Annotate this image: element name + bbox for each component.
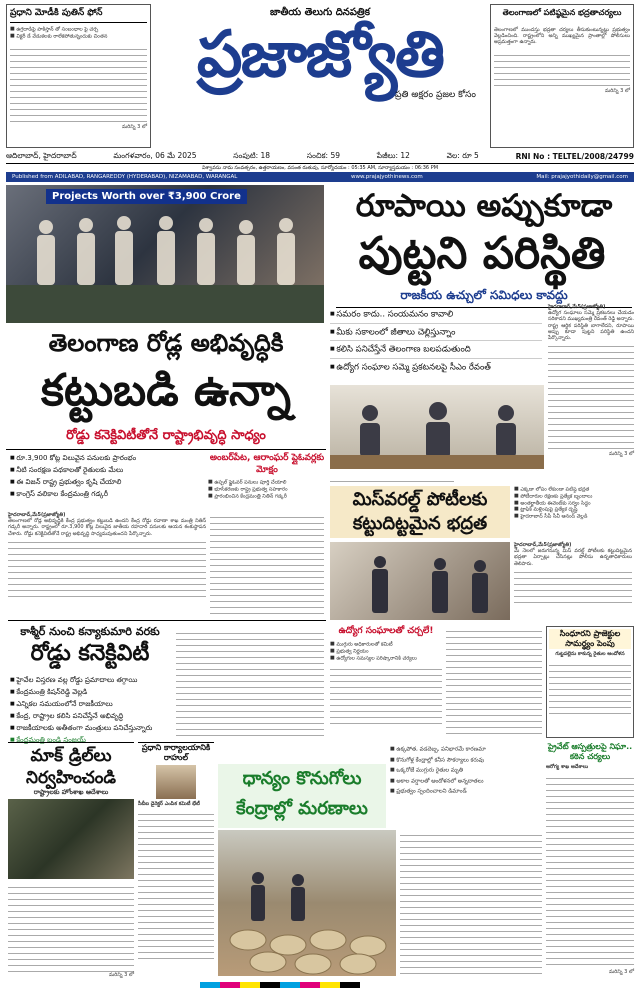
lead-headline-1: తెలంగాణ రోడ్ల అభివృద్ధికి bbox=[48, 329, 284, 357]
kashmir-headline-2: రోడ్డు కనెక్టివిటీ bbox=[30, 641, 150, 666]
lead-body bbox=[8, 512, 206, 616]
rupee-byline: హైదరాబాద్,మే5(ప్రజాజ్యోతి) bbox=[548, 304, 606, 310]
job-union-bullet: ■ ముగ్గురు అధికారులతో కమిటీ bbox=[330, 641, 442, 648]
left-ear-body bbox=[10, 44, 147, 124]
police-silhouettes bbox=[330, 542, 510, 620]
rupee-body: ఉద్యోగ సంఘాలు సమ్మె ప్రకటనలు చేయడం సరికాదని ముఖ్యమంత్రి రేవంత్ రెడ్డి అన్నారు. రాష్ట్ర ఆర్థిక పరిస్థితి బాగాలేదని, రూపాయి అప్పు కూడా పుట్టని పరిస్థితి ఉందని పేర్కొన్నారు. bbox=[548, 310, 634, 342]
lead-side bbox=[208, 452, 326, 499]
rupee-bullet: ■ సమరం కాదు.. సంయమనం కావాలి bbox=[330, 306, 542, 324]
signature: మరిన్ని 3 లో bbox=[122, 123, 147, 130]
private-subhead: ఆరోగ్య శాఖ ఆదేశాలు bbox=[546, 764, 589, 770]
lead-bullets bbox=[10, 452, 206, 500]
tagline-bottom: ప్రతి అక్షరం ప్రజల కోసం bbox=[394, 90, 476, 100]
signature: మరిన్ని 3 లో bbox=[609, 969, 634, 976]
issue: సంచిక: 59 bbox=[306, 150, 340, 160]
grain-body bbox=[400, 830, 542, 976]
lead-side-bullet: ■ భూసేకరణకు రాష్ట్ర ప్రభుత్వ సహకారం bbox=[208, 486, 326, 493]
rahul-headline: ప్రధాని కార్యాలయానికి రాహుల్ bbox=[141, 743, 211, 762]
left-ear-header: ప్రధాని మోడీకి పుతిన్ ఫోన్ bbox=[10, 8, 147, 23]
private-headline: ప్రైవేట్ ఆస్పత్రులపై నిఘా.. కఠిన చర్యలు bbox=[547, 742, 633, 761]
rupee-bullet: ■ ఉద్యోగ సంఘాల సమ్మె ప్రకటనలపై సీఎం రేవంత్ bbox=[330, 359, 542, 376]
kashmir-body bbox=[176, 628, 324, 736]
lead-body-text: తెలంగాణలో రోడ్ల అభివృద్ధికి కేంద్ర ప్రభుత్వం కట్టుబడి ఉందని కేంద్ర రోడ్డు రవాణా శాఖ మంత్రి నితిన్ గడ్కరీ అన్నారు. రాష్ట్రంలో రూ.3,900 కోట్ల విలువైన జాతీయ రహదారి పనులకు ఆయన శంకుస్థాపన చేశారు. రోడ్డు కనెక్టివిటీతోనే రాష్ట్ర అభివృద్ధి సాధ్యమవుతుందని పేర్కొన్నారు. bbox=[8, 518, 206, 537]
lead-subhead: రోడ్డు కనెక్టివిటీతోనే రాష్ట్రాభివృద్ధి సాధ్యం bbox=[6, 428, 326, 450]
miss-world-headline-1: మిస్‌వరల్డ్ పోటీలకు bbox=[352, 489, 488, 510]
rupee-headline-1: రూపాయి అప్పుకూడా bbox=[355, 188, 613, 224]
lead-bullet: ■ రూ.3,900 కోట్ల విలువైన పనులకు ప్రారంభం bbox=[10, 452, 206, 464]
job-union-bullet: ■ ప్రభుత్వ నిర్ణయం bbox=[330, 648, 442, 655]
volume: సంపుటి: 18 bbox=[233, 150, 271, 160]
kashmir-bullet: ■ కేంద్ర, రాష్ట్రాల కలిసి పనిచేస్తేనే అభివృద్ధి bbox=[10, 710, 170, 722]
publish-bar bbox=[6, 172, 634, 182]
lead-body-col2 bbox=[210, 512, 324, 616]
dateline bbox=[6, 150, 634, 162]
cm-meeting-photo bbox=[330, 385, 544, 469]
kashmir-bullet: ■ కేంద్రమంత్రి కిషన్‌రెడ్డి వెల్లడి bbox=[10, 686, 170, 698]
kashmir-bullets bbox=[10, 674, 170, 746]
rupee-bullet: ■ మీకు సకాలంలో జీతాలు చెల్లిస్తున్నాం bbox=[330, 324, 542, 342]
lead-bullet: ■ నీటి సంరక్షణ పథకాలతో రైతులకు మేలు bbox=[10, 464, 206, 476]
kashmir-bullet: ■ హైవేల విస్తరణ వల్ల రోడ్డు ప్రమాదాలు తగ్గాయి bbox=[10, 674, 170, 686]
mock-drill-photo bbox=[8, 799, 134, 879]
miss-world-bullet: ■ అంతర్జాతీయ ఈవెంట్‌కు సర్వం సిద్ధం bbox=[514, 500, 632, 507]
grain-photo bbox=[218, 830, 396, 976]
left-ear-item: ■ ఉగ్రదాడిపై పాకిస్తాన్ తో సంబంధాల పై చర్చ bbox=[10, 26, 147, 33]
mock-drill-subhead: రాష్ట్రాలకు హోంశాఖ ఆదేశాలు bbox=[33, 788, 109, 796]
kashmir-bullet: ■ ఎన్నికల సమయంలోనే రాజకీయాలు bbox=[10, 698, 170, 710]
lead-bullet: ■ ఈ విజన్ రాష్ట్ర ప్రభుత్వం కృషి చేయాలి bbox=[10, 476, 206, 488]
lead-photo bbox=[6, 185, 324, 323]
job-union-box bbox=[330, 626, 442, 738]
rahul-photo bbox=[156, 765, 196, 799]
grain-bullets bbox=[390, 744, 542, 828]
grain-headline-1: ధాన్యం కొనుగోలు bbox=[242, 768, 362, 789]
lead-byline: హైదరాబాద్,మే5(ప్రజాజ్యోతి) bbox=[8, 512, 66, 518]
email[interactable]: Mail: prajajyothidaily@gmail.com bbox=[536, 174, 628, 180]
miss-world-bullet: ■ పోటీదారుల రక్షణకు ప్రత్యేక బృందాలు bbox=[514, 493, 632, 500]
pages: పేజీలు: 12 bbox=[376, 150, 410, 160]
right-ear bbox=[490, 4, 634, 148]
miss-world-bullet: ■ ట్రాఫిక్ మళ్లింపుపై ప్రత్యేక దృష్టి bbox=[514, 506, 632, 513]
job-union-bullet: ■ ఉద్యోగుల సమస్యల పరిష్కారానికి చర్యలు bbox=[330, 655, 442, 662]
color-registration-bar bbox=[200, 982, 360, 988]
date: మంగళవారం, 06 మే 2025 bbox=[113, 150, 197, 160]
rupee-subhead: రాజకీయ ఉచ్చులో సమిధలు కావద్దు bbox=[336, 288, 632, 308]
sindhuram-box bbox=[546, 626, 634, 738]
rni: RNI No : TELTEL/2008/24799 bbox=[515, 151, 634, 161]
center-col-text bbox=[446, 626, 542, 738]
meeting-silhouettes bbox=[330, 385, 544, 469]
grain-bullet: ■ ఒక్కరోజే ముగ్గురు రైతుల మృతి bbox=[390, 765, 542, 776]
miss-world-bullet: ■ హైదరాబాద్ సీపీ సీవీ ఆనంద్ వెల్లడి bbox=[514, 513, 632, 520]
tagline-top: జాతీయ తెలుగు దినపత్రిక bbox=[270, 7, 370, 18]
published-from: Published from ADILABAD, RANGAREDDY (HYDERABAD), NIZAMABAD, WARANGAL bbox=[12, 174, 238, 180]
rahul-subhead: సీబీఐ డైరెక్టర్ ఎంపిక కమిటీ భేటీ bbox=[138, 801, 200, 807]
mock-drill-headline-2: నిర్వహించండి bbox=[26, 768, 116, 788]
price: వెల: రూ 5 bbox=[446, 150, 479, 160]
lead-side-head: అంబర్‌పేట, ఆరాంఘర్ ప్లైఓవర్లకు మోక్షం bbox=[209, 453, 325, 475]
kashmir-headline-1: కాశ్మీర్ నుంచి కన్యాకుమారి వరకు bbox=[20, 625, 160, 638]
signature: మరిన్ని 3 లో bbox=[605, 87, 630, 94]
website[interactable]: www.prajajyothinews.com bbox=[350, 174, 423, 180]
miss-world-body: మే నెలలో జరుగనున్న మిస్ వరల్డ్ పోటీలకు కట్టుదిట్టమైన భద్రతా ఏర్పాట్లు చేసినట్లు పోలీసు ఉన్నతాధికారులు తెలిపారు. bbox=[514, 548, 632, 567]
panchangam: విశ్వావసు నామ సంవత్సరం, ఉత్తరాయణం, వసంత రుతువు, సూర్యోదయం : 05:35 AM, సూర్యాస్తమయం : 06:36 PM bbox=[6, 163, 634, 172]
grain-bullet: ■ ప్రభుత్వం స్పందించాలని డిమాండ్ bbox=[390, 786, 542, 797]
masthead-center bbox=[152, 4, 488, 148]
rupee-bullets bbox=[330, 306, 542, 375]
job-union-headline: ఉద్యోగ సంఘాలతో చర్చలే! bbox=[338, 626, 434, 636]
rahul-box bbox=[138, 742, 214, 982]
grain-bullet: ■ ఉక్కపోత, వడదెబ్బ, పనిభారమే కారణమా bbox=[390, 744, 542, 755]
signature: మరిన్ని 3 లో bbox=[609, 451, 634, 458]
kashmir-bullet: ■ కేంద్రమంత్రి బండి సంజయ్ bbox=[10, 734, 170, 746]
left-ear-item: ■ విక్టరీ డే వేడుకలకు రాలేకపోతున్నందుకు చింతన bbox=[10, 33, 147, 40]
rupee-column bbox=[548, 304, 634, 474]
edition: ఆదిలాబాద్, హైదరాబాద్ bbox=[6, 150, 77, 160]
grain-bullet: ■ అకాల వర్షాలతో ఆందోళనలో అన్నదాతలు bbox=[390, 776, 542, 787]
right-ear-body: తెలంగాణలో ముందస్తు భద్రతా చర్యలు తీసుకుంటున్నట్లు ప్రభుత్వం వెల్లడించింది. రాష్ట్రంలోని అన్ని ముఖ్యమైన ప్రాంతాల్లో పోలీసులు అప్రమత్తంగా ఉన్నారు. bbox=[494, 27, 630, 46]
miss-world-box bbox=[330, 486, 634, 622]
mock-drill-headline-1: మాక్ డ్రిల్‌లు bbox=[30, 746, 112, 766]
left-ear bbox=[6, 4, 151, 148]
lead-headline-2: కట్టుబడి ఉన్నా bbox=[41, 365, 291, 416]
photo-banner: Projects Worth over ₹3,900 Crore bbox=[46, 189, 247, 204]
miss-world-photo bbox=[330, 542, 510, 620]
lead-side-bullet: ■ ప్రారంభించిన కేంద్రమంత్రి నితిన్ గడ్కరీ bbox=[208, 493, 326, 500]
miss-world-headline-2: కట్టుదిట్టమైన భద్రత bbox=[352, 513, 488, 534]
paper-title: ప్రజాజ్యోతి bbox=[196, 18, 444, 92]
people-silhouettes bbox=[6, 185, 324, 323]
grain-bullet: ■ కొనుగోళ్ల కేంద్రాల్లో కనీస సౌకర్యాలు కరువు bbox=[390, 755, 542, 766]
rupee-headline-2: పుట్టని పరిస్థితి bbox=[358, 228, 606, 279]
sindhuram-headline: సింధూరని ప్రాజెక్టుల సామర్థ్యం పెంపు bbox=[549, 629, 631, 649]
miss-world-byline: హైదరాబాద్,మే5(ప్రజాజ్యోతి) bbox=[514, 542, 572, 548]
private-box bbox=[546, 742, 634, 982]
rupee-bullet: ■ కలిసి పనిచేస్తేనే తెలంగాణ బలపడుతుంది bbox=[330, 341, 542, 359]
miss-world-bullet: ■ ఎక్కడా లోపం లేకుండా పటిష్ఠ భద్రత bbox=[514, 486, 632, 493]
mock-drill-box bbox=[8, 742, 134, 982]
kashmir-bullet: ■ రాజకీయాలకు అతీతంగా మంత్రులు పనిచేస్తున్నారు bbox=[10, 722, 170, 734]
lead-bullet: ■ కాంగ్రెస్ వలికాల కేంద్రమంత్రి గడ్కరీ bbox=[10, 488, 206, 500]
sindhuram-subhead: గుట్టపల్లెను కాకున్న రైతుల ఆందోళన bbox=[555, 651, 625, 657]
right-ear-header: తెలంగాణలో పటిష్ఠమైన భద్రతాచర్యలు bbox=[502, 8, 622, 17]
grain-bags bbox=[218, 830, 396, 976]
grain-headline-box bbox=[218, 764, 386, 828]
lead-side-bullet: ■ ఉప్పల్ ఫ్లైఓవర్ పనులు పూర్తి చేయాలి bbox=[208, 479, 326, 486]
grain-headline-2: కేంద్రాల్లో మరణాలు bbox=[236, 798, 368, 819]
signature: మరిన్ని 3 లో bbox=[109, 972, 134, 979]
